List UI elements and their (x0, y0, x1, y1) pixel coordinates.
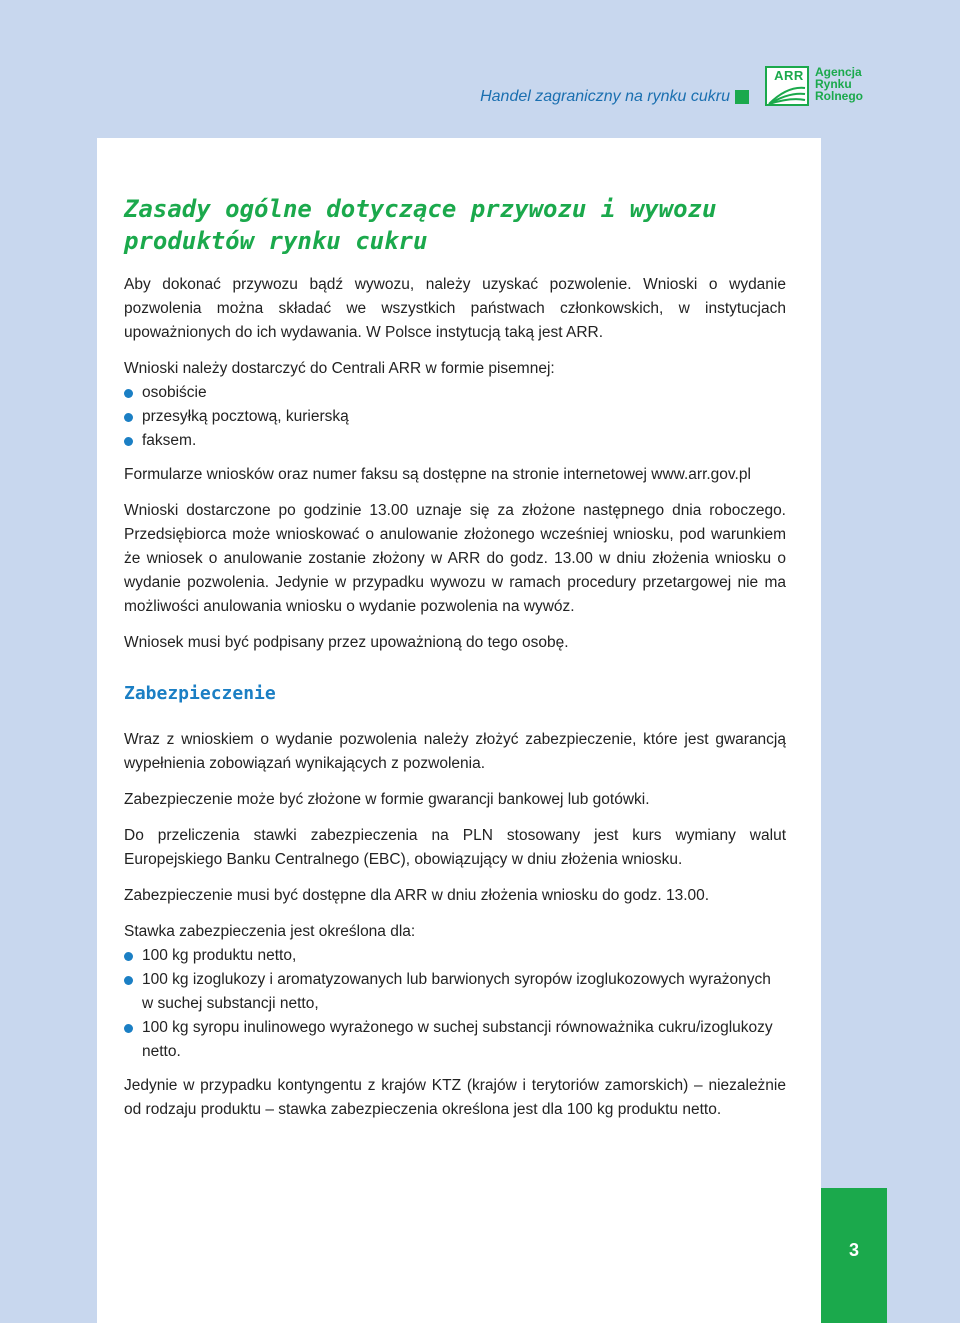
paragraph: Formularze wniosków oraz numer faksu są dostępne na stronie internetowej www.arr.gov.pl (124, 466, 751, 483)
paragraph: Jedynie w przypadku kontyngentu z krajów KTZ (krajów i terytoriów zamorskich) – niezależnie od rodzaju produktu – stawka zabezpieczenia określona jest dla 100 kg produktu netto. (124, 1077, 786, 1118)
section-title-general: Zasady ogólne dotyczące przywozu i wywozu produktów rynku cukru (124, 195, 717, 255)
header-square-icon (735, 90, 749, 104)
page-number-label: 3 (848, 1240, 859, 1260)
list-item: 100 kg izoglukozy i aromatyzowanych lub barwionych syropów izoglukozowych wyrażonych w suchej substancji netto, (124, 968, 786, 1016)
arr-logo (765, 66, 875, 108)
running-title: Handel zagraniczny na rynku cukru (480, 88, 730, 105)
paragraph: Stawka zabezpieczenia jest określona dla: (124, 923, 416, 940)
rate-list (124, 944, 786, 1064)
list-item: osobiście (124, 381, 786, 405)
list-item: 100 kg syropu inulinowego wyrażonego w suchej substancji równoważnika cukru/izoglukozy netto. (124, 1016, 786, 1064)
paragraph: Zabezpieczenie musi być dostępne dla ARR w dniu złożenia wniosku do godz. 13.00. (124, 887, 710, 904)
delivery-methods-list (124, 381, 786, 453)
paragraph: Wniosek musi być podpisany przez upoważnioną do tego osobę. (124, 634, 569, 651)
paragraph: Wnioski należy dostarczyć do Centrali ARR w formie pisemnej: (124, 360, 555, 377)
logo-name (815, 66, 863, 102)
paragraph: Wraz z wnioskiem o wydanie pozwolenia należy złożyć zabezpieczenie, które jest gwarancją wypełnienia zobowiązań wynikających z pozwolenia. (124, 731, 786, 772)
list-item: przesyłką pocztową, kurierską (124, 405, 786, 429)
paragraph: Do przeliczenia stawki zabezpieczenia na PLN stosowany jest kurs wymiany walut Europejskiego Banku Centralnego (EBC), obowiązujący w dniu złożenia wniosku. (124, 827, 786, 868)
page-number (821, 1188, 887, 1323)
logo-abbr: ARR (774, 68, 804, 83)
field-stripes-icon (767, 84, 807, 106)
list-item: faksem. (124, 429, 786, 453)
section-title-security: Zabezpieczenie (124, 683, 276, 704)
logo-line-1: Agencja (815, 65, 862, 79)
content (124, 193, 786, 1134)
paragraph: Aby dokonać przywozu bądź wywozu, należy uzyskać pozwolenie. Wnioski o wydanie pozwolenia można składać we wszystkich państwach członkowskich, w instytucjach upoważnionych do ich wydawania. W Polsce instytucją taką jest ARR. (124, 276, 786, 341)
logo-line-2: Rynku (815, 77, 852, 91)
list-item: 100 kg produktu netto, (124, 944, 786, 968)
logo-box (765, 66, 809, 106)
logo-line-3: Rolnego (815, 89, 863, 103)
paragraph: Wnioski dostarczone po godzinie 13.00 uznaje się za złożone następnego dnia roboczego. Przedsiębiorca może wnioskować o anulowanie złożonego wcześniej wniosku, pod warunkiem że wniosek o anulowanie zostanie złożony w ARR do godz. 13.00 w dniu złożenia wniosku o wydanie pozwolenia. Jedynie w przypadku wywozu w ramach procedury przetargowej nie ma możliwości anulowania wniosku o wydanie pozwolenia na wywóz. (124, 502, 786, 615)
paragraph: Zabezpieczenie może być złożone w formie gwarancji bankowej lub gotówki. (124, 791, 650, 808)
